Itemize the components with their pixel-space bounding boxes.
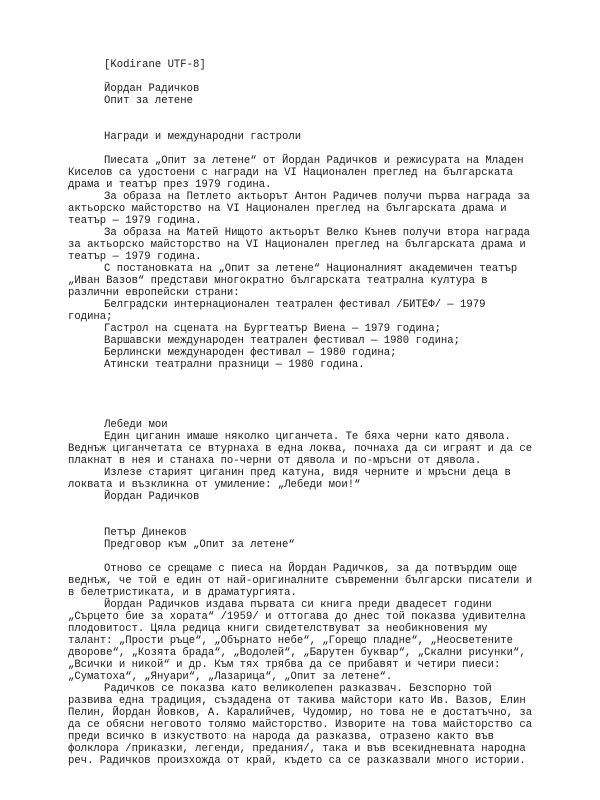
preface-p2-line: Йордан Радичков издава първата си книга преди двадесет години (104, 599, 492, 611)
festival-item: Гастрол на сцената на Бургтеатър Виена — 1979 година; (104, 323, 441, 335)
awards-heading: Награди и международни гастроли (104, 131, 302, 143)
preface-p3-line: Радичков се показва като великолепен разказвач. Безспорно той (104, 683, 492, 695)
story-title: Лебеди мои (104, 419, 168, 431)
preface-p2-line: „Всички и никой“ и др. Към тях трябва да се прибавят и четири пиеси: (68, 659, 501, 671)
preface-p3-line: развива една традиция, създадена от такива майстори като Ив. Вазов, Елин (68, 695, 526, 707)
awards-p1-line: драма и театър през 1979 година. (68, 179, 272, 191)
header-title: Опит за летене (104, 95, 194, 107)
story-p1-line: Един циганин имаше няколко циганчета. Те бяха черни като дявола. (104, 431, 511, 443)
awards-p4-line: „Иван Вазов“ представи многократно българската театрална култура в (68, 275, 488, 287)
festival-item: Варшавски международен театрален фестивал — 1980 година; (104, 335, 461, 347)
story-p2-line: локвата и възкликна от умиление: „Лебеди мои!“ (68, 479, 361, 491)
encoding-note: [Kodirane UTF-8] (104, 59, 206, 71)
preface-p1-line: в белетристиката, и в драматургията. (68, 587, 297, 599)
preface-p3-line: преди всичко в изкуството на народа да разказва, отразено както във (68, 731, 494, 743)
preface-author: Петър Динеков (104, 527, 187, 539)
awards-p4-line: С постановката на „Опит за летене“ Националният академичен театър (104, 263, 518, 275)
awards-p3-line: театър — 1979 година. (68, 251, 202, 263)
preface-p2-line: „Суматоха“, „Януари“, „Лазарица“, „Опит за летене“. (68, 671, 393, 683)
awards-p2-line: За образа на Петлето актьорът Антон Радичев получи първа награда за (104, 191, 530, 203)
preface-p3-line: реч. Радичков произхожда от край, където са се разказвали много истории. (68, 755, 526, 767)
awards-p3-line: за актьорско майсторство на VI Национален преглед на българската драма и (68, 239, 526, 251)
preface-p2-line: плодовитост. Цяла редица книги свидетелствуват за необикновения му (68, 623, 488, 635)
story-p1-line: плакнат в нея и станаха по-черни от дявола и по-мръсни от дявола. (68, 455, 482, 467)
festival-item: Берлински международен фестивал — 1980 година; (104, 347, 397, 359)
festival-item: Атински театрални празници — 1980 година. (104, 359, 365, 371)
awards-p2-line: театър — 1979 година. (68, 215, 202, 227)
festival-item: година; (68, 311, 113, 323)
preface-title: Предговор към „Опит за летене“ (104, 539, 295, 551)
preface-p1-line: веднъж, че той е един от най-оригиналните съвременни български писатели и (68, 575, 533, 587)
awards-p4-line: различни европейски страни: (68, 287, 240, 299)
awards-p1-line: Киселов са удостоени с награди на VI Национален преглед на българската (68, 167, 514, 179)
preface-p3-line: Пелин, Йордан Йовков, А. Каралийчев, Чудомир, но това не е достатъчно, за (68, 707, 533, 719)
preface-p1-line: Отново се срещаме с пиеса на Йордан Радичков, за да потвърдим още (104, 563, 518, 575)
preface-p2-line: дворове“, „Козята брада“, „Водолей“, „Барутен буквар“, „Скални рисунки“, (68, 647, 526, 659)
awards-p2-line: актьорско майсторство на VI Национален преглед на българската драма и (68, 203, 507, 215)
story-p2-line: Излезе старият циганин пред катуна, видя черните и мръсни деца в (104, 467, 511, 479)
header-author: Йордан Радичков (104, 83, 200, 95)
story-signature: Йордан Радичков (104, 491, 200, 503)
awards-p3-line: За образа на Матей Нищото актьорът Велко Кънев получи втора награда (104, 227, 530, 239)
story-p1-line: Веднъж циганчетата се втурнаха в една локва, почнаха да си играят и да се (68, 443, 533, 455)
preface-p2-line: талант: „Прости ръце“, „Обърнато небе“, „Горещо пладне“, „Неосветените (68, 635, 514, 647)
preface-p3-line: фолклора /приказки, легенди, предания/, така и във всекидневната народна (68, 743, 526, 755)
festival-item: Белградски интернационален театрален фестивал /БИТЕФ/ — 1979 (104, 299, 486, 311)
preface-p2-line: „Сърцето бие за хората“ /1959/ и оттогава до днес той показва удивителна (68, 611, 526, 623)
awards-p1-line: Пиесата „Опит за летене“ от Йордан Радичков и режисурата на Младен (104, 155, 524, 167)
preface-p3-line: да се обясни неговото толямо майсторство. Изворите на това майсторство са (68, 719, 533, 731)
